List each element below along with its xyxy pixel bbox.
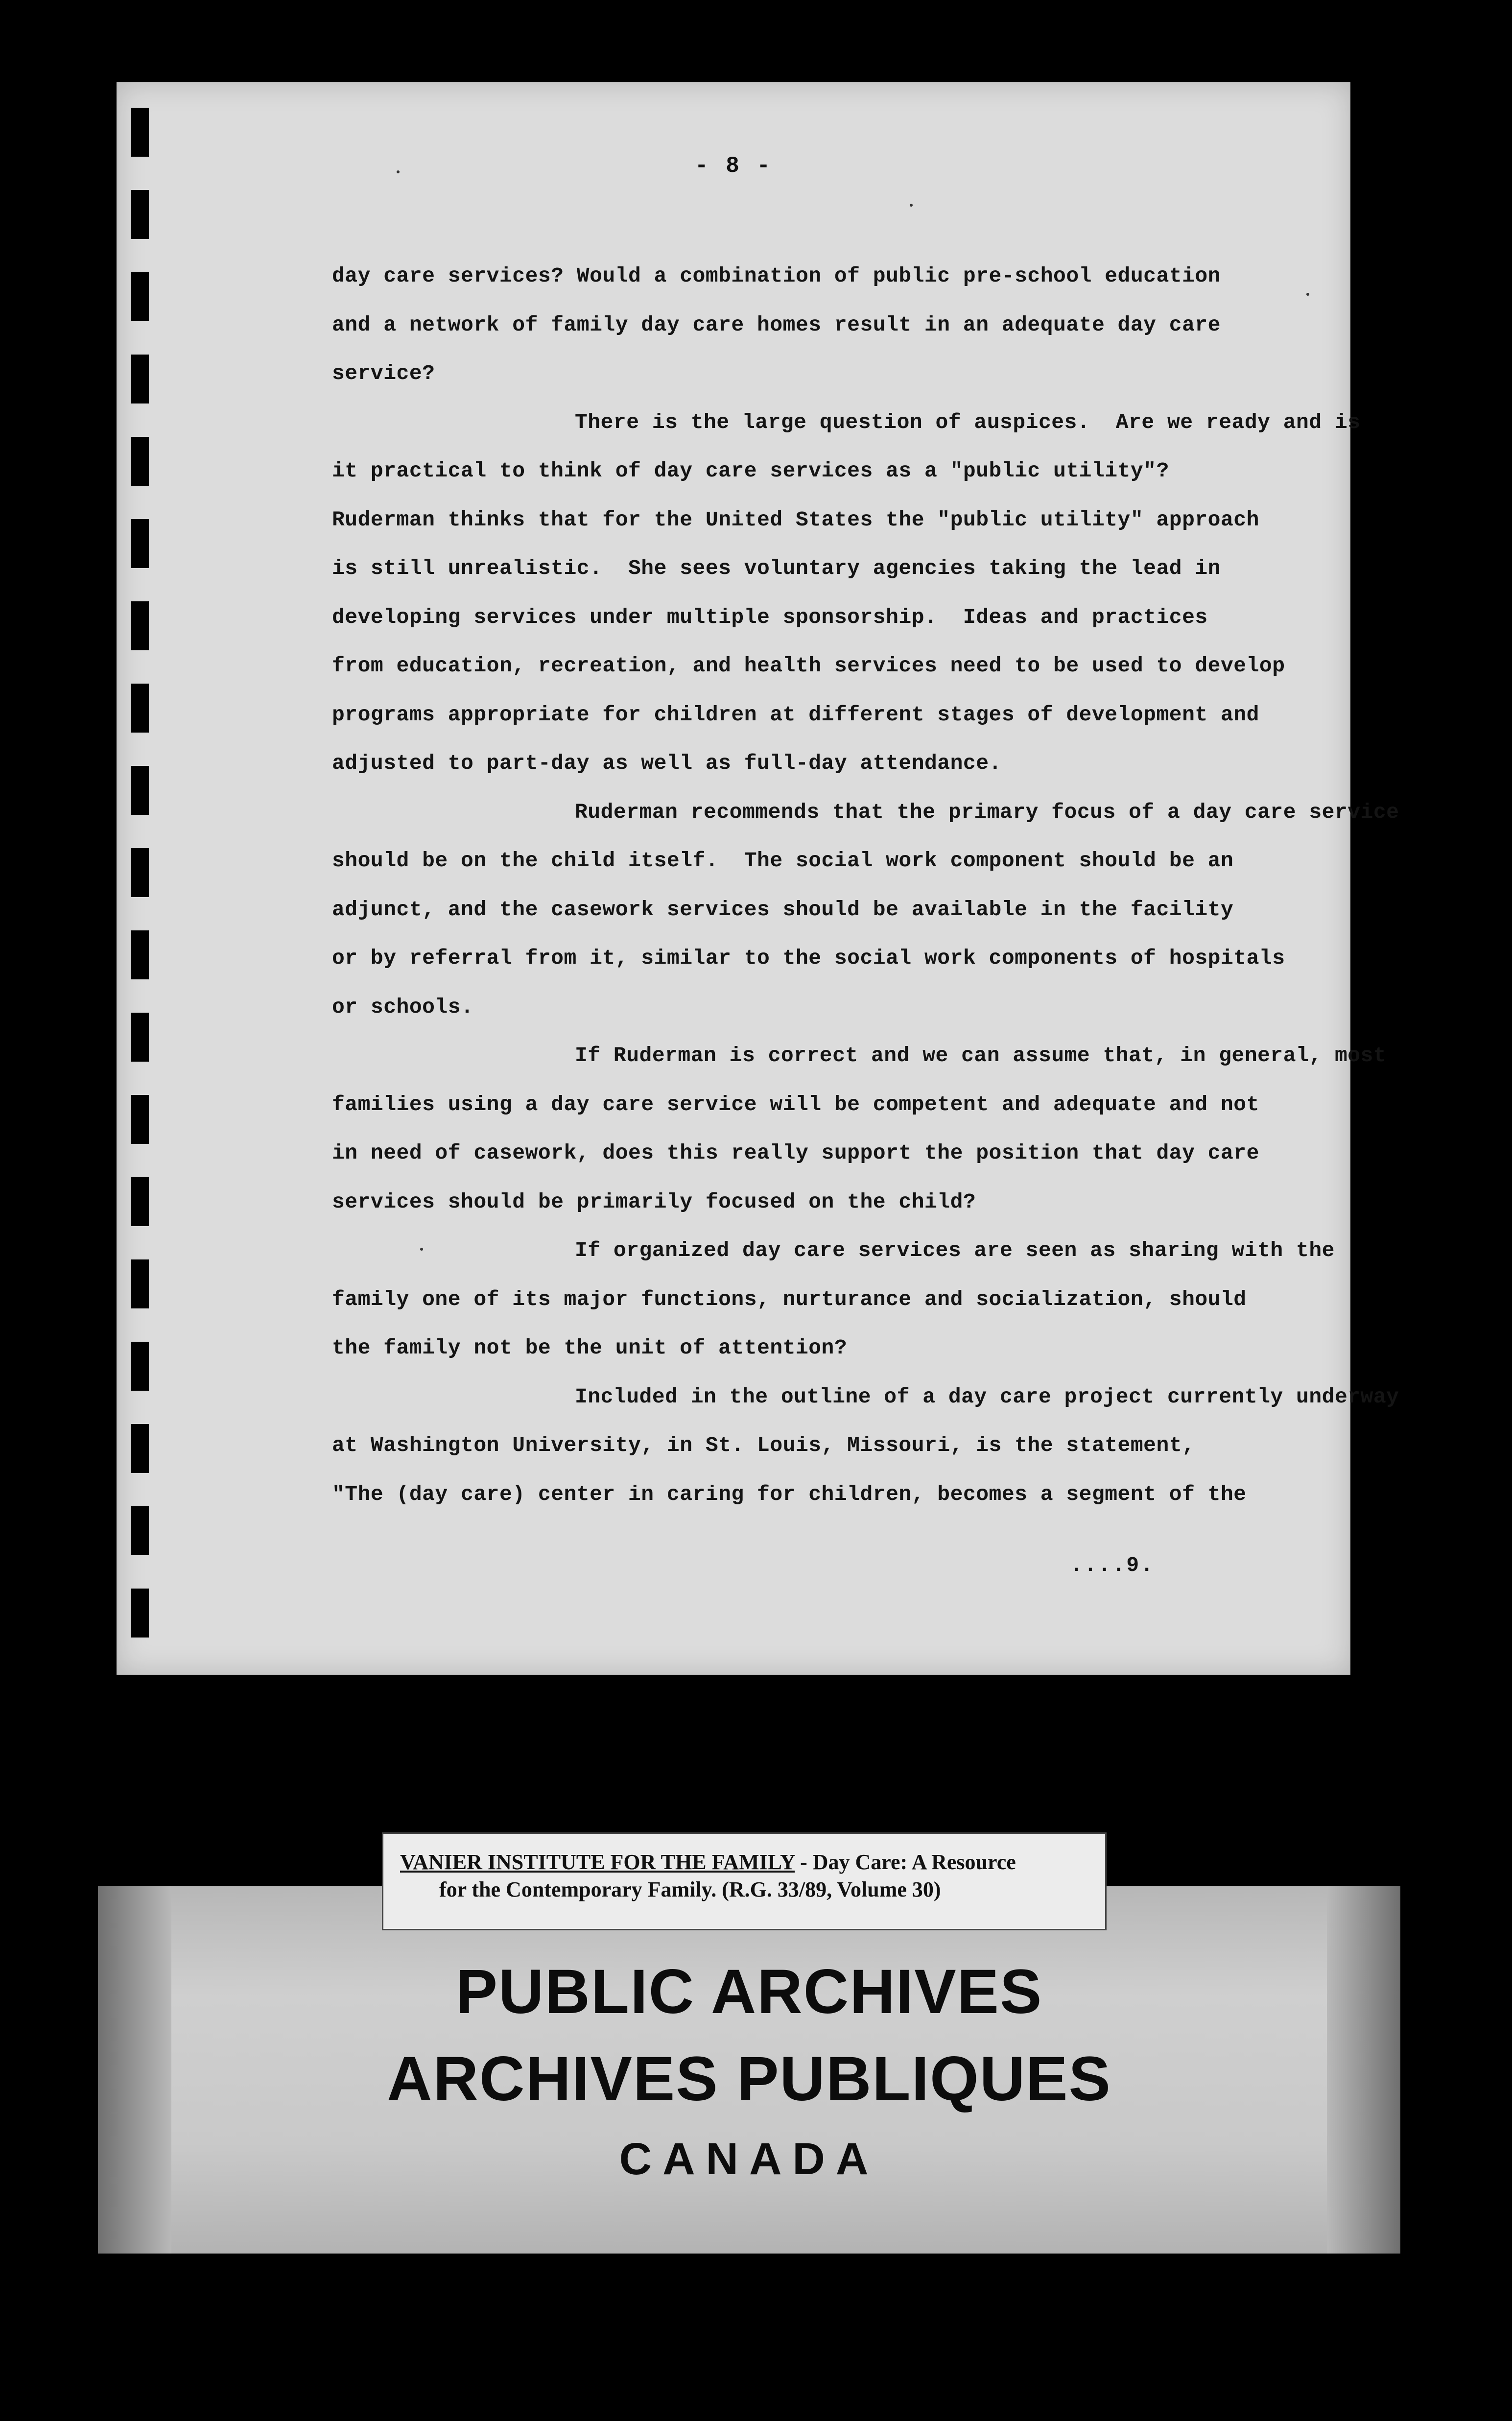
text-line: and a network of family day care homes result in an adequate day care — [332, 312, 1221, 337]
text-line: If organized day care services are seen as sharing with the — [575, 1238, 1335, 1262]
institution-name: VANIER INSTITUTE FOR THE FAMILY — [400, 1850, 795, 1874]
collection-title-part-1: - Day Care: A Resource — [795, 1850, 1016, 1874]
binding-hole — [131, 1424, 149, 1473]
text-line: day care services? Would a combination of public pre-school education — [332, 264, 1221, 288]
binding-hole — [131, 848, 149, 897]
binding-hole — [131, 930, 149, 979]
binding-hole — [131, 1177, 149, 1226]
binding-hole — [131, 1506, 149, 1555]
text-line: There is the large question of auspices. Are we ready and is — [575, 410, 1361, 434]
collection-label-line-1 — [400, 1849, 1095, 1876]
typed-page — [117, 82, 1399, 1675]
paper-speck — [1306, 293, 1309, 296]
text-line: adjunct, and the casework services should be available in the facility — [332, 897, 1234, 922]
binding-hole — [131, 1013, 149, 1062]
binding-hole — [131, 519, 149, 568]
text-line: from education, recreation, and health services need to be used to develop — [332, 654, 1285, 678]
binding-hole — [131, 272, 149, 321]
archive-stamp — [98, 1850, 1400, 2254]
text-line: families using a day care service will be competent and adequate and not — [332, 1092, 1259, 1116]
binding-hole — [131, 1342, 149, 1391]
binding-hole — [131, 684, 149, 733]
paper-speck — [910, 204, 913, 207]
archive-country: CANADA — [619, 2134, 879, 2184]
binding-hole — [131, 108, 149, 157]
text-line: adjusted to part-day as well as full-day attendance. — [332, 751, 1002, 775]
text-line: should be on the child itself. The social work component should be an — [332, 849, 1234, 873]
binding-hole — [131, 1095, 149, 1144]
binding-hole — [131, 355, 149, 404]
binding-hole — [131, 601, 149, 650]
collection-label — [382, 1832, 1107, 1930]
paper-speck — [397, 170, 400, 173]
text-line: services should be primarily focused on the child? — [332, 1189, 976, 1214]
paper-speck — [420, 1248, 423, 1251]
text-line: in need of casework, does this really support the position that day care — [332, 1141, 1259, 1165]
binding-hole — [131, 437, 149, 486]
text-line: service? — [332, 361, 435, 385]
binding-holes — [131, 108, 151, 1640]
text-line: it practical to think of day care services as a "public utility"? — [332, 459, 1169, 483]
text-line: developing services under multiple sponsorship. Ideas and practices — [332, 605, 1208, 629]
text-line: at Washington University, in St. Louis, Missouri, is the statement, — [332, 1433, 1195, 1457]
body-text — [332, 252, 1399, 1519]
continued-marker: ....9. — [1070, 1553, 1155, 1577]
collection-title-part-2: for the Contemporary Family. (R.G. 33/89, Volume 30) — [439, 1877, 941, 1901]
text-line: Ruderman recommends that the primary focus of a day care service — [575, 800, 1399, 824]
text-line: If Ruderman is correct and we can assume that, in general, most — [575, 1044, 1387, 1068]
text-line: Ruderman thinks that for the United States the "public utility" approach — [332, 507, 1259, 532]
text-line: or by referral from it, similar to the social work components of hospitals — [332, 946, 1285, 970]
text-line: Included in the outline of a day care project currently underway — [575, 1384, 1399, 1409]
text-line: "The (day care) center in caring for children, becomes a segment of the — [332, 1482, 1247, 1506]
text-line: or schools. — [332, 995, 474, 1019]
page-number: - 8 - — [694, 153, 773, 179]
text-line: programs appropriate for children at different stages of development and — [332, 702, 1259, 727]
text-line: is still unrealistic. She sees voluntary agencies taking the lead in — [332, 556, 1221, 580]
binding-hole — [131, 1259, 149, 1308]
archive-name-french: ARCHIVES PUBLIQUES — [387, 2044, 1111, 2114]
binding-hole — [131, 190, 149, 239]
text-line: the family not be the unit of attention? — [332, 1336, 848, 1360]
archive-name-english: PUBLIC ARCHIVES — [455, 1957, 1043, 2027]
text-line: family one of its major functions, nurturance and socialization, should — [332, 1287, 1247, 1311]
binding-hole — [131, 1589, 149, 1638]
binding-hole — [131, 766, 149, 815]
